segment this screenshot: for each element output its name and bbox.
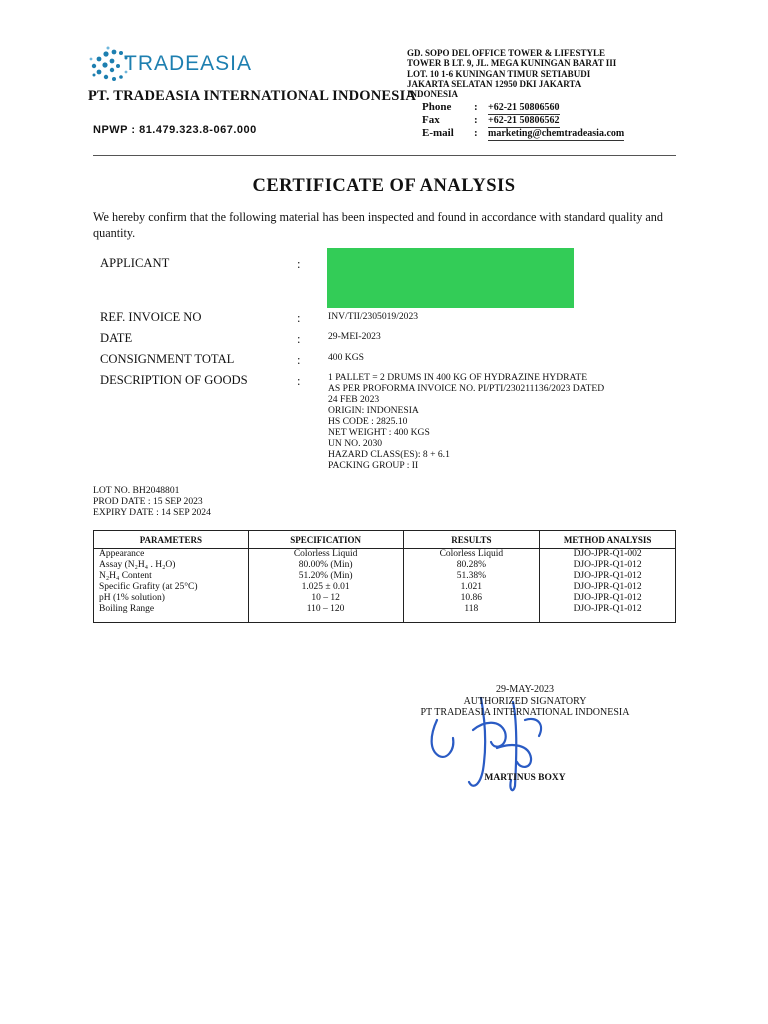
lot-info: [93, 485, 211, 518]
table-row: [94, 560, 676, 571]
colon: :: [474, 114, 478, 126]
brand-name: TRADEASIA: [124, 52, 253, 75]
table-row: [94, 593, 676, 604]
result-cell: 1.021: [403, 582, 540, 593]
signatory-company: PT TRADEASIA INTERNATIONAL INDONESIA: [420, 707, 630, 718]
description-line: 24 FEB 2023: [328, 394, 380, 405]
applicant-label: APPLICANT: [100, 256, 170, 270]
address-line: TOWER B LT. 9, JL. MEGA KUNINGAN BARAT III: [407, 58, 617, 69]
column-header: RESULTS: [403, 531, 540, 549]
parameter-cell: Appearance: [94, 549, 249, 561]
ref-invoice-value: INV/TII/2305019/2023: [328, 311, 419, 322]
parameter-cell: Assay (N₂H₄ . H₂O): [94, 560, 249, 571]
table-header-row: [94, 531, 676, 549]
description-line: HAZARD CLASS(ES): 8 + 6.1: [328, 449, 450, 460]
result-cell: 10.86: [403, 593, 540, 604]
consignment-value: 400 KGS: [328, 352, 364, 363]
description-value: [328, 372, 604, 471]
prod-date: PROD DATE : 15 SEP 2023: [93, 496, 203, 507]
address-line: GD. SOPO DEL OFFICE TOWER & LIFESTYLE: [407, 48, 605, 58]
signature-date: 29-MAY-2023: [496, 684, 554, 695]
header-divider: [93, 155, 676, 156]
description-line: AS PER PROFORMA INVOICE NO. PI/PTI/230211136/2023 DATED: [328, 383, 605, 394]
applicant-redaction: [327, 248, 574, 308]
address-line: JAKARTA SELATAN 12950 DKI JAKARTA: [407, 78, 582, 89]
description-line: UN NO. 2030: [328, 438, 383, 449]
colon: :: [474, 101, 478, 113]
phone-label: Phone: [422, 101, 452, 113]
method-cell: DJO-JPR-Q1-012: [540, 604, 676, 623]
method-cell: DJO-JPR-Q1-012: [540, 582, 676, 593]
specification-cell: Colorless Liquid: [248, 549, 403, 561]
specification-cell: 51.20% (Min): [248, 571, 403, 582]
column-header: METHOD ANALYSIS: [540, 531, 676, 549]
result-cell: 80.28%: [403, 560, 540, 571]
colon: :: [297, 374, 301, 388]
email-value: marketing@chemtradeasia.com: [488, 128, 625, 139]
column-header: PARAMETERS: [94, 531, 249, 549]
table-row: [94, 604, 676, 623]
parameter-cell: pH (1% solution): [94, 593, 249, 604]
phone-value: +62-21 50806560: [488, 102, 560, 113]
specification-cell: 110 – 120: [248, 604, 403, 623]
column-header: SPECIFICATION: [248, 531, 403, 549]
document-title: CERTIFICATE OF ANALYSIS: [252, 176, 516, 196]
fax-value: +62-21 50806562: [488, 115, 560, 126]
address-line: INDONESIA: [407, 89, 459, 100]
signature-block: [420, 684, 630, 719]
description-line: PACKING GROUP : II: [328, 460, 419, 471]
specification-cell: 80.00% (Min): [248, 560, 403, 571]
description-line: HS CODE : 2825.10: [328, 416, 408, 427]
description-line: NET WEIGHT : 400 KGS: [328, 427, 430, 438]
consignment-label: CONSIGNMENT TOTAL: [100, 352, 235, 366]
expiry-date: EXPIRY DATE : 14 SEP 2024: [93, 507, 211, 518]
date-label: DATE: [100, 331, 133, 345]
company-address: [407, 48, 667, 99]
parameter-cell: Boiling Range: [94, 604, 249, 623]
signatory-role: AUTHORIZED SIGNATORY: [463, 695, 587, 707]
specification-cell: 10 – 12: [248, 593, 403, 604]
email-label: E-mail: [422, 127, 454, 139]
method-cell: DJO-JPR-Q1-012: [540, 593, 676, 604]
method-cell: DJO-JPR-Q1-012: [540, 571, 676, 582]
parameter-cell: N₂H₄ Content: [94, 571, 249, 582]
lot-number: LOT NO. BH2048801: [93, 485, 180, 496]
address-line: LOT. 10 1-6 KUNINGAN TIMUR SETIABUDI: [407, 68, 591, 79]
table-row: [94, 571, 676, 582]
table-row: [94, 582, 676, 593]
email-row: [422, 127, 624, 139]
fax-row: [422, 114, 560, 126]
date-value: 29-MEI-2023: [328, 331, 381, 342]
method-cell: DJO-JPR-Q1-012: [540, 560, 676, 571]
intro-paragraph: We hereby confirm that the following material has been inspected and found in accordance with standard quality and quantity.: [93, 210, 663, 240]
fax-label: Fax: [422, 114, 440, 126]
colon: :: [297, 332, 301, 346]
company-name: PT. TRADEASIA INTERNATIONAL INDONESIA: [88, 88, 417, 104]
parameter-cell: Specific Grafity (at 25°C): [94, 582, 249, 593]
table-row: [94, 549, 676, 561]
description-line: 1 PALLET = 2 DRUMS IN 400 KG OF HYDRAZINE HYDRATE: [328, 372, 588, 383]
description-label: DESCRIPTION OF GOODS: [100, 373, 248, 387]
result-cell: 51.38%: [403, 571, 540, 582]
signatory-name: MARTINUS BOXY: [484, 773, 566, 783]
phone-row: [422, 101, 560, 113]
result-cell: Colorless Liquid: [403, 549, 540, 561]
method-cell: DJO-JPR-Q1-002: [540, 549, 676, 561]
result-cell: 118: [403, 604, 540, 623]
specification-cell: 1.025 ± 0.01: [248, 582, 403, 593]
colon: :: [297, 311, 301, 325]
description-line: ORIGIN: INDONESIA: [328, 405, 419, 416]
analysis-table: [93, 530, 676, 623]
colon: :: [474, 127, 478, 139]
colon: :: [297, 257, 301, 271]
ref-invoice-label: REF. INVOICE NO: [100, 310, 202, 324]
colon: :: [297, 353, 301, 367]
tax-id: NPWP : 81.479.323.8-067.000: [93, 124, 257, 136]
